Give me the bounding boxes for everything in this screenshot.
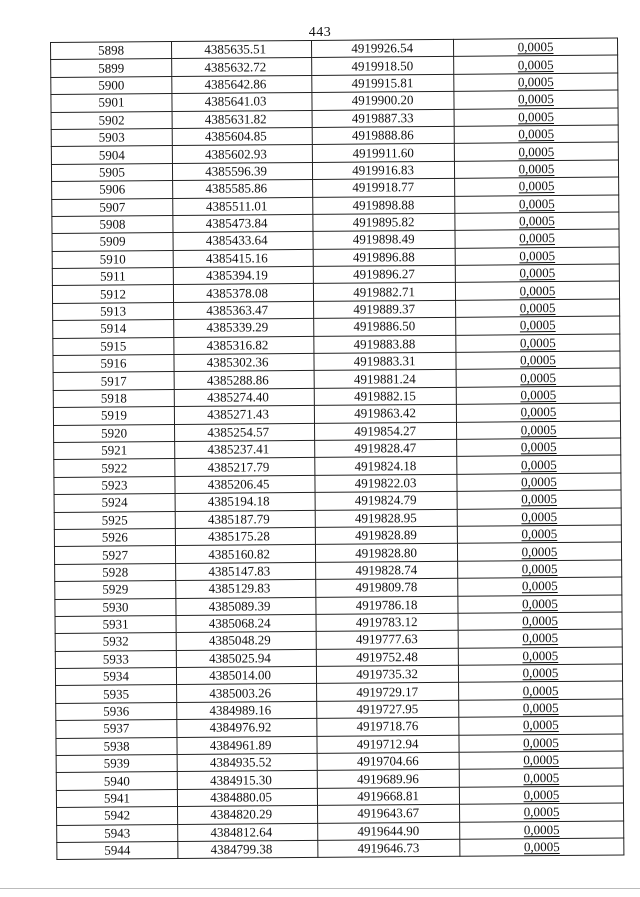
y-coordinate-cell: 4919911.60: [312, 144, 454, 163]
value-cell: [456, 299, 620, 318]
value-cell: [455, 282, 619, 301]
x-coordinate-cell: 4385632.72: [172, 58, 312, 76]
point-number-cell: 5920: [54, 424, 175, 442]
x-coordinate-cell: 4384880.05: [177, 788, 317, 806]
value-text: 0,0005: [518, 108, 555, 125]
value-cell: [454, 142, 618, 161]
y-coordinate-cell: 4919824.18: [315, 457, 457, 476]
value-text: 0,0005: [519, 334, 556, 351]
x-coordinate-cell: 4384989.16: [177, 701, 317, 719]
y-coordinate-cell: 4919883.31: [314, 352, 456, 371]
value-text: 0,0005: [523, 839, 560, 855]
value-text: 0,0005: [521, 595, 558, 611]
value-cell: [459, 716, 623, 735]
y-coordinate-cell: 4919895.82: [313, 213, 455, 232]
value-text: 0,0005: [520, 387, 557, 403]
value-text: 0,0005: [518, 213, 555, 229]
point-number-cell: 5898: [51, 42, 172, 60]
point-number-cell: 5937: [56, 720, 177, 738]
value-text: 0,0005: [520, 421, 557, 438]
y-coordinate-cell: 4919926.54: [311, 39, 453, 58]
coordinates-table: [50, 38, 624, 861]
x-coordinate-cell: 4385511.01: [173, 197, 313, 215]
coordinates-table-container: [50, 38, 621, 862]
y-coordinate-cell: 4919783.12: [316, 613, 458, 632]
x-coordinate-cell: 4385025.94: [176, 649, 316, 667]
value-cell: [458, 560, 622, 579]
y-coordinate-cell: 4919882.71: [313, 283, 455, 302]
value-text: 0,0005: [518, 91, 554, 107]
y-coordinate-cell: 4919668.81: [317, 787, 459, 806]
x-coordinate-cell: 4385160.82: [175, 545, 315, 563]
value-text: 0,0005: [520, 456, 557, 472]
value-text: 0,0005: [521, 543, 558, 559]
value-cell: [458, 577, 622, 596]
value-text: 0,0005: [521, 491, 558, 507]
x-coordinate-cell: 4385048.29: [176, 632, 316, 650]
y-coordinate-cell: 4919777.63: [316, 631, 458, 650]
x-coordinate-cell: 4385596.39: [172, 162, 312, 180]
y-coordinate-cell: 4919809.78: [316, 578, 458, 597]
value-cell: [455, 177, 619, 196]
value-cell: [455, 195, 619, 214]
x-coordinate-cell: 4384820.29: [178, 806, 318, 824]
point-number-cell: 5902: [51, 111, 172, 129]
point-number-cell: 5922: [54, 459, 175, 477]
value-text: 0,0005: [520, 439, 557, 455]
value-text: 0,0005: [517, 56, 554, 72]
point-number-cell: 5914: [53, 320, 174, 338]
y-coordinate-cell: 4919828.80: [315, 544, 457, 563]
point-number-cell: 5903: [51, 128, 172, 146]
value-text: 0,0005: [517, 39, 554, 55]
value-text: 0,0005: [519, 265, 556, 281]
value-cell: [459, 734, 623, 753]
y-coordinate-cell: 4919916.83: [312, 161, 454, 180]
point-number-cell: 5899: [51, 59, 172, 77]
value-cell: [458, 664, 622, 683]
y-coordinate-cell: 4919712.94: [317, 735, 459, 754]
value-cell: [456, 368, 620, 387]
point-number-cell: 5911: [52, 268, 173, 286]
x-coordinate-cell: 4385641.03: [172, 93, 312, 111]
value-cell: [456, 386, 620, 405]
x-coordinate-cell: 4384812.64: [178, 823, 318, 841]
x-coordinate-cell: 4385014.00: [176, 666, 316, 684]
x-coordinate-cell: 4385378.08: [173, 284, 313, 302]
point-number-cell: 5901: [51, 94, 172, 112]
value-cell: [459, 699, 623, 718]
value-text: 0,0005: [523, 734, 559, 751]
value-cell: [459, 768, 623, 787]
value-cell: [454, 160, 618, 179]
value-cell: [459, 786, 623, 805]
y-coordinate-cell: 4919854.27: [315, 422, 457, 441]
point-number-cell: 5924: [54, 494, 175, 512]
point-number-cell: 5929: [55, 581, 176, 599]
value-cell: [456, 403, 620, 422]
x-coordinate-cell: 4385217.79: [175, 458, 315, 476]
x-coordinate-cell: 4384799.38: [178, 840, 318, 858]
value-cell: [457, 508, 621, 527]
x-coordinate-cell: 4385175.28: [175, 527, 315, 545]
x-coordinate-cell: 4385473.84: [173, 214, 313, 232]
x-coordinate-cell: 4385631.82: [172, 110, 312, 128]
x-coordinate-cell: 4385129.83: [176, 580, 316, 598]
y-coordinate-cell: 4919643.67: [318, 804, 460, 823]
value-cell: [454, 73, 618, 92]
point-number-cell: 5933: [55, 650, 176, 668]
value-cell: [454, 125, 618, 144]
value-text: 0,0005: [517, 74, 554, 90]
point-number-cell: 5904: [51, 146, 172, 164]
y-coordinate-cell: 4919918.50: [312, 57, 454, 76]
point-number-cell: 5934: [55, 668, 176, 686]
value-cell: [456, 316, 620, 335]
value-cell: [454, 108, 618, 127]
y-coordinate-cell: 4919786.18: [316, 596, 458, 615]
y-coordinate-cell: 4919881.24: [314, 370, 456, 389]
point-number-cell: 5926: [54, 528, 175, 546]
point-number-cell: 5913: [53, 302, 174, 320]
point-number-cell: 5906: [52, 181, 173, 199]
y-coordinate-cell: 4919646.73: [318, 839, 460, 858]
x-coordinate-cell: 4384935.52: [177, 753, 317, 771]
x-coordinate-cell: 4385274.40: [174, 388, 314, 406]
point-number-cell: 5925: [54, 511, 175, 529]
y-coordinate-cell: 4919886.50: [314, 318, 456, 337]
x-coordinate-cell: 4385288.86: [174, 371, 314, 389]
y-coordinate-cell: 4919704.66: [317, 752, 459, 771]
value-text: 0,0005: [518, 126, 555, 142]
value-text: 0,0005: [520, 352, 556, 368]
y-coordinate-cell: 4919828.95: [315, 509, 457, 528]
x-coordinate-cell: 4385187.79: [175, 510, 315, 528]
value-cell: [454, 90, 618, 109]
value-text: 0,0005: [518, 160, 555, 177]
x-coordinate-cell: 4385642.86: [172, 75, 312, 93]
y-coordinate-cell: 4919727.95: [317, 700, 459, 719]
x-coordinate-cell: 4385271.43: [174, 406, 314, 424]
value-cell: [457, 525, 621, 544]
x-coordinate-cell: 4385415.16: [173, 249, 313, 267]
value-text: 0,0005: [521, 578, 558, 594]
point-number-cell: 5942: [57, 807, 178, 825]
value-text: 0,0005: [518, 195, 555, 212]
y-coordinate-cell: 4919898.49: [313, 231, 455, 250]
x-coordinate-cell: 4385604.85: [172, 127, 312, 145]
value-cell: [460, 803, 624, 822]
value-text: 0,0005: [520, 369, 557, 385]
x-coordinate-cell: 4385394.19: [173, 267, 313, 285]
x-coordinate-cell: 4385237.41: [175, 440, 315, 458]
point-number-cell: 5944: [57, 841, 178, 859]
y-coordinate-cell: 4919822.03: [315, 474, 457, 493]
y-coordinate-cell: 4919889.37: [314, 300, 456, 319]
point-number-cell: 5931: [55, 615, 176, 633]
page-number: 443: [308, 25, 332, 40]
y-coordinate-cell: 4919883.88: [314, 335, 456, 354]
y-coordinate-cell: 4919824.79: [315, 491, 457, 510]
x-coordinate-cell: 4385003.26: [177, 684, 317, 702]
point-number-cell: 5923: [54, 476, 175, 494]
y-coordinate-cell: 4919896.27: [313, 265, 455, 284]
value-text: 0,0005: [522, 647, 559, 664]
value-text: 0,0005: [523, 804, 560, 820]
x-coordinate-cell: 4385302.36: [174, 353, 314, 371]
point-number-cell: 5908: [52, 215, 173, 233]
value-cell: [459, 681, 623, 700]
value-text: 0,0005: [519, 282, 556, 298]
value-cell: [455, 229, 619, 248]
point-number-cell: 5900: [51, 76, 172, 94]
x-coordinate-cell: 4384961.89: [177, 736, 317, 754]
x-coordinate-cell: 4384976.92: [177, 719, 317, 737]
value-text: 0,0005: [521, 473, 557, 490]
value-text: 0,0005: [519, 300, 556, 316]
x-coordinate-cell: 4385194.18: [175, 493, 315, 511]
y-coordinate-cell: 4919918.77: [313, 178, 455, 197]
point-number-cell: 5940: [56, 772, 177, 790]
value-cell: [458, 629, 622, 648]
y-coordinate-cell: 4919896.88: [313, 248, 455, 267]
value-cell: [454, 55, 618, 74]
value-text: 0,0005: [521, 508, 558, 525]
point-number-cell: 5921: [54, 442, 175, 460]
value-cell: [455, 212, 619, 231]
value-cell: [457, 438, 621, 457]
point-number-cell: 5919: [53, 407, 174, 425]
value-text: 0,0005: [522, 717, 559, 733]
point-number-cell: 5930: [55, 598, 176, 616]
point-number-cell: 5907: [52, 198, 173, 216]
y-coordinate-cell: 4919887.33: [312, 109, 454, 128]
value-cell: [457, 473, 621, 492]
point-number-cell: 5916: [53, 355, 174, 373]
y-coordinate-cell: 4919735.32: [316, 665, 458, 684]
y-coordinate-cell: 4919882.15: [314, 387, 456, 406]
value-text: 0,0005: [518, 178, 555, 194]
point-number-cell: 5938: [56, 737, 177, 755]
y-coordinate-cell: 4919828.47: [315, 439, 457, 458]
y-coordinate-cell: 4919828.89: [315, 526, 457, 545]
point-number-cell: 5910: [52, 250, 173, 268]
x-coordinate-cell: 4385147.83: [176, 562, 316, 580]
point-number-cell: 5909: [52, 233, 173, 251]
point-number-cell: 5927: [54, 546, 175, 564]
x-coordinate-cell: 4385585.86: [173, 180, 313, 198]
value-text: 0,0005: [520, 404, 557, 420]
point-number-cell: 5905: [51, 163, 172, 181]
value-text: 0,0005: [522, 665, 559, 681]
value-cell: [458, 612, 622, 631]
y-coordinate-cell: 4919898.88: [313, 196, 455, 215]
y-coordinate-cell: 4919729.17: [317, 683, 459, 702]
value-cell: [457, 490, 621, 509]
value-cell: [456, 334, 620, 353]
value-text: 0,0005: [522, 613, 558, 629]
value-text: 0,0005: [522, 682, 559, 698]
x-coordinate-cell: 4385316.82: [174, 336, 314, 354]
y-coordinate-cell: 4919689.96: [317, 770, 459, 789]
value-cell: [457, 455, 621, 474]
value-text: 0,0005: [523, 769, 560, 785]
value-text: 0,0005: [523, 787, 560, 803]
y-coordinate-cell: 4919900.20: [312, 92, 454, 111]
y-coordinate-cell: 4919718.76: [317, 718, 459, 737]
value-cell: [458, 595, 622, 614]
value-text: 0,0005: [519, 247, 556, 264]
x-coordinate-cell: 4385068.24: [176, 614, 316, 632]
value-text: 0,0005: [519, 230, 555, 246]
x-coordinate-cell: 4385206.45: [175, 475, 315, 493]
page-bottom-edge: [0, 888, 640, 889]
x-coordinate-cell: 4385089.39: [176, 597, 316, 615]
point-number-cell: 5917: [53, 372, 174, 390]
y-coordinate-cell: 4919888.86: [312, 126, 454, 145]
value-cell: [453, 38, 617, 57]
y-coordinate-cell: 4919644.90: [318, 822, 460, 841]
value-cell: [459, 751, 623, 770]
y-coordinate-cell: 4919828.74: [316, 561, 458, 580]
x-coordinate-cell: 4385635.51: [172, 40, 312, 58]
value-text: 0,0005: [522, 630, 559, 646]
y-coordinate-cell: 4919752.48: [316, 648, 458, 667]
coordinates-table-body: [51, 38, 624, 860]
point-number-cell: 5939: [56, 755, 177, 773]
value-cell: [456, 421, 620, 440]
x-coordinate-cell: 4385433.64: [173, 232, 313, 250]
x-coordinate-cell: 4385254.57: [175, 423, 315, 441]
point-number-cell: 5915: [53, 337, 174, 355]
x-coordinate-cell: 4385602.93: [172, 145, 312, 163]
value-text: 0,0005: [519, 317, 556, 333]
point-number-cell: 5935: [56, 685, 177, 703]
value-cell: [455, 247, 619, 266]
value-text: 0,0005: [522, 700, 559, 716]
value-text: 0,0005: [521, 526, 558, 542]
value-text: 0,0005: [523, 752, 560, 768]
value-cell: [460, 838, 624, 857]
point-number-cell: 5936: [56, 702, 177, 720]
y-coordinate-cell: 4919863.42: [314, 405, 456, 424]
point-number-cell: 5941: [56, 789, 177, 807]
value-cell: [460, 821, 624, 840]
x-coordinate-cell: 4385339.29: [174, 319, 314, 337]
point-number-cell: 5932: [55, 633, 176, 651]
point-number-cell: 5928: [55, 563, 176, 581]
point-number-cell: 5943: [57, 824, 178, 842]
point-number-cell: 5918: [53, 389, 174, 407]
table-row: [57, 838, 624, 860]
y-coordinate-cell: 4919915.81: [312, 74, 454, 93]
value-cell: [455, 264, 619, 283]
value-cell: [458, 647, 622, 666]
value-cell: [456, 351, 620, 370]
value-text: 0,0005: [518, 143, 555, 159]
x-coordinate-cell: 4384915.30: [177, 771, 317, 789]
value-cell: [457, 542, 621, 561]
value-text: 0,0005: [523, 821, 560, 838]
x-coordinate-cell: 4385363.47: [174, 301, 314, 319]
point-number-cell: 5912: [52, 285, 173, 303]
value-text: 0,0005: [521, 560, 558, 577]
